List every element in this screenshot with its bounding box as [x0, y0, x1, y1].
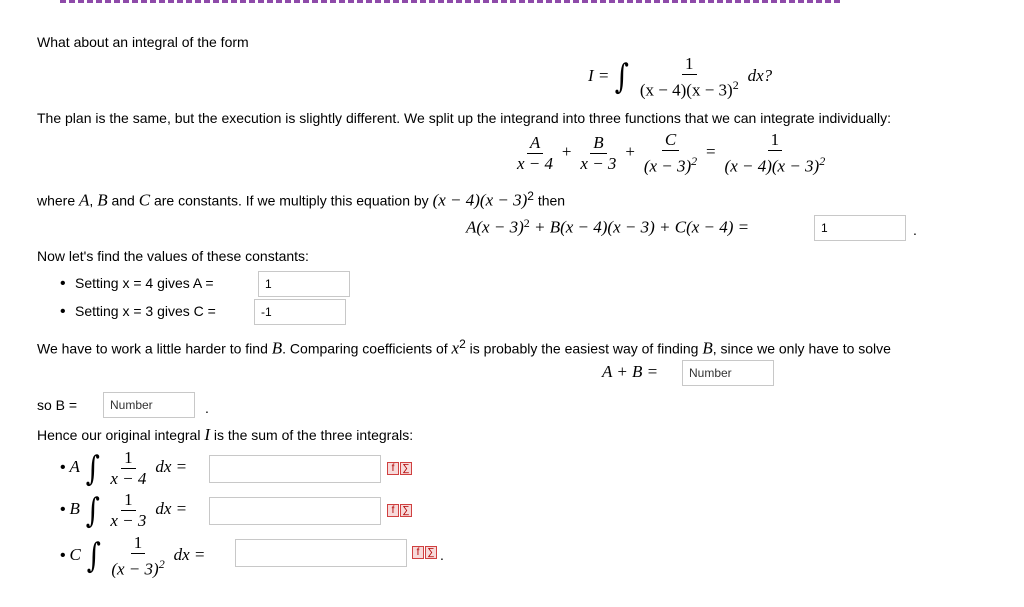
integral-row-a: • A ∫ $\frac{1}{x - 4}$ dx = — [60, 448, 188, 489]
formula-editor-icon[interactable]: f — [412, 546, 424, 559]
a-plus-b-input[interactable]: Number — [682, 360, 774, 386]
intro-text: What about an integral of the form — [37, 34, 249, 50]
bullet: • — [60, 303, 66, 320]
find-constants-text: Now let's find the values of these constants: — [37, 248, 309, 264]
integral-row-c: • C ∫ $\frac{1}{(x - 3)^2}$ dx = — [60, 533, 206, 579]
formula-editor-icon[interactable]: f — [387, 504, 399, 517]
integral-c-input[interactable] — [235, 539, 407, 567]
partial-fraction-equation: $\frac{A}{x - 4}$ + $\frac{B}{x - 3}$ + $\frac{C}{(x - 3)^2}$ = $\frac{1}{(x - 4)(x - 3)^2}$ — [517, 130, 826, 176]
so-b-period: . — [205, 400, 209, 416]
integral-b-input[interactable] — [209, 497, 381, 525]
formula-editor-icon[interactable]: f — [387, 462, 399, 475]
setting-a-label: Setting x = 4 gives A = — [75, 275, 214, 291]
main-integral: I = ∫ $\frac{1}{(x - 4)(x - 3)^2}$ dx? — [588, 54, 773, 100]
symbol-picker-icon[interactable]: ∑ — [425, 546, 437, 559]
integral-sign-icon: ∫ — [615, 57, 630, 98]
integral-sign-icon: ∫ — [86, 536, 101, 577]
integral-a-input[interactable] — [209, 455, 381, 483]
where-text: where A, B and C are constants. If we multiply this equation by $(x - 4)(x - 3)^2$ then — [37, 189, 566, 210]
identity-answer-input[interactable]: 1 — [814, 215, 906, 241]
symbol-picker-icon[interactable]: ∑ — [400, 462, 412, 475]
a-value-input[interactable]: 1 — [258, 271, 350, 297]
setting-c-label: Setting x = 3 gives C = — [75, 303, 216, 319]
identity-period: . — [913, 222, 917, 238]
symbol-picker-icon[interactable]: ∑ — [400, 504, 412, 517]
main-fraction: $\frac{1}{(x - 4)(x - 3)^2}$ — [639, 54, 739, 100]
b-value-input[interactable]: Number — [103, 392, 195, 418]
c-value-input[interactable]: -1 — [254, 299, 346, 325]
integral-c-period: . — [440, 547, 444, 563]
bullet: • — [60, 275, 66, 292]
harder-text: We have to work a little harder to find B. Comparing coefficients of $x^2$ is probably the easiest way of finding B, since we only have to solve — [37, 337, 891, 358]
identity-equation: $A(x - 3)^2 + B(x - 4)(x - 3) + C(x - 4)$ = — [466, 216, 750, 237]
integral-sign-icon: ∫ — [85, 448, 100, 489]
plan-text: The plan is the same, but the execution is slightly different. We split up the integrand into three functions that we can integrate individually: — [37, 110, 891, 126]
integral-row-b: • B ∫ $\frac{1}{x - 3}$ dx = — [60, 490, 188, 531]
so-b-label: so B = — [37, 397, 78, 413]
a-plus-b-label: A + B = — [602, 362, 659, 381]
integral-sign-icon: ∫ — [85, 490, 100, 531]
top-cropped-text — [0, 0, 1024, 8]
hence-text: Hence our original integral I is the sum of the three integrals: — [37, 425, 414, 444]
